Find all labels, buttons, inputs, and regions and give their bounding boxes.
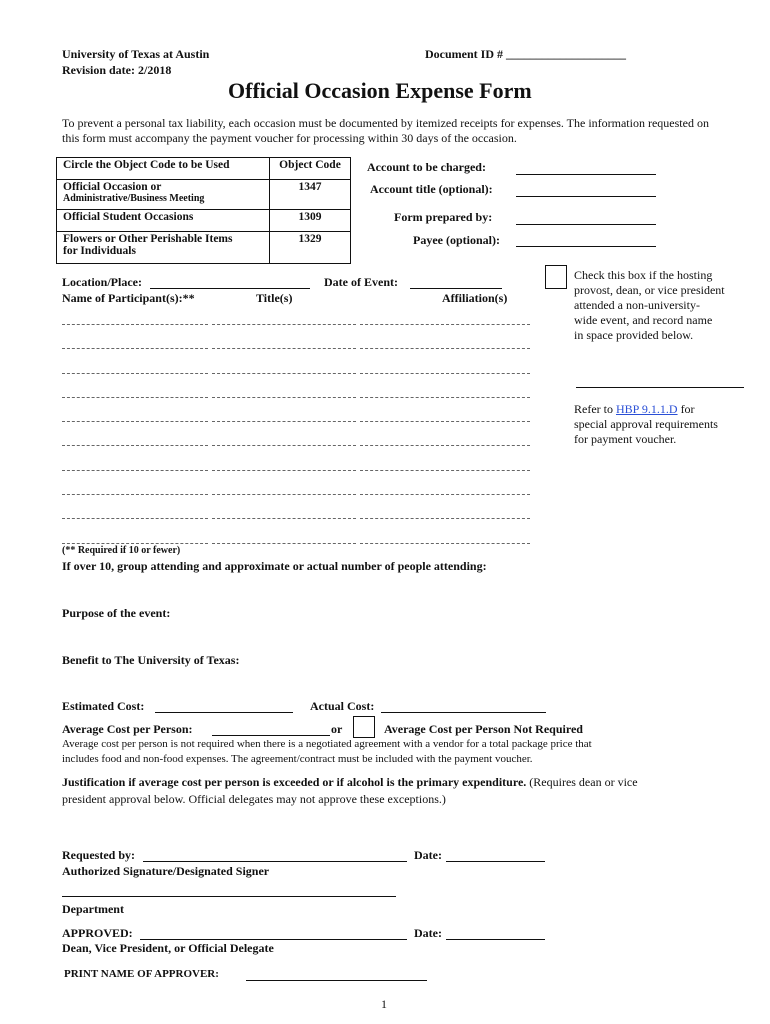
- approved-date-field[interactable]: [446, 939, 545, 940]
- hosting-text-line: wide event, and record name: [574, 313, 713, 327]
- hosting-text: [574, 268, 725, 343]
- department-label: Department: [62, 902, 124, 916]
- hosting-text-line: provost, dean, or vice president: [574, 283, 725, 297]
- revision-date: Revision date: 2/2018: [62, 63, 172, 77]
- approved-date-label: Date:: [414, 926, 442, 940]
- refer-text: [574, 402, 718, 447]
- not-required-label: Average Cost per Person Not Required: [384, 722, 583, 736]
- location-field[interactable]: [150, 288, 310, 289]
- event-date-field[interactable]: [410, 288, 502, 289]
- refer-prefix: Refer to: [574, 402, 616, 416]
- table-row[interactable]: [57, 232, 351, 264]
- authorized-signer-label: Authorized Signature/Designated Signer: [62, 864, 270, 878]
- justification-line: president approval below. Official delegates may not approve these exceptions.): [62, 792, 446, 806]
- actual-cost-label: Actual Cost:: [310, 699, 375, 713]
- location-label: Location/Place:: [62, 275, 142, 289]
- affiliation-header: Affiliation(s): [442, 291, 508, 305]
- account-title-label: Account title (optional):: [370, 182, 493, 196]
- university-name: University of Texas at Austin: [62, 47, 210, 61]
- account-title-field[interactable]: [516, 196, 656, 197]
- table-header-code: Object Code: [270, 158, 351, 180]
- event-date-label: Date of Event:: [324, 275, 398, 289]
- table-row[interactable]: [57, 210, 351, 232]
- titles-header: Title(s): [256, 291, 293, 305]
- purpose-label: Purpose of the event:: [62, 606, 171, 620]
- hosting-text-line: attended a non-university-: [574, 298, 700, 312]
- justification-text: [62, 775, 638, 790]
- row-code: 1329: [270, 232, 351, 264]
- average-cost-label: Average Cost per Person:: [62, 722, 193, 736]
- account-field[interactable]: [516, 174, 656, 175]
- print-name-field[interactable]: [246, 980, 427, 981]
- average-cost-field[interactable]: [212, 735, 330, 736]
- refer-line: special approval requirements: [574, 417, 718, 431]
- requested-by-label: Requested by:: [62, 848, 136, 862]
- justification-rest: (Requires dean or vice: [526, 775, 638, 789]
- account-label: Account to be charged:: [367, 160, 486, 174]
- not-required-checkbox[interactable]: [353, 716, 375, 738]
- requested-date-label: Date:: [414, 848, 442, 862]
- requested-by-field[interactable]: [143, 861, 407, 862]
- row-label: Official Occasion or: [63, 181, 162, 193]
- justification-bold: Justification if average cost per person is exceeded or if alcohol is the primary expenditure.: [62, 775, 527, 789]
- refer-line: for payment voucher.: [574, 432, 677, 446]
- refer-suffix: for: [677, 402, 695, 416]
- requested-date-field[interactable]: [446, 861, 545, 862]
- actual-cost-field[interactable]: [381, 712, 546, 713]
- payee-label: Payee (optional):: [413, 233, 500, 247]
- page-title: Official Occasion Expense Form: [228, 78, 532, 103]
- row-code: 1347: [270, 180, 351, 210]
- row-label: Flowers or Other Perishable Items: [63, 233, 233, 245]
- hosting-checkbox[interactable]: [545, 265, 567, 289]
- benefit-label: Benefit to The University of Texas:: [62, 653, 240, 667]
- row-sublabel: Administrative/Business Meeting: [63, 193, 205, 204]
- hosting-name-field[interactable]: [576, 387, 744, 388]
- estimated-cost-field[interactable]: [155, 712, 293, 713]
- or-text: or: [331, 722, 343, 736]
- dean-label: Dean, Vice President, or Official Delegate: [62, 941, 274, 955]
- table-row[interactable]: [57, 180, 351, 210]
- intro-text: To prevent a personal tax liability, each occasion must be documented by itemized receipts for expenses. The information requested on this form must accompany the payment voucher for processing within 30 days of the occasion.: [62, 116, 709, 145]
- table-header-label: Circle the Object Code to be Used: [57, 158, 270, 180]
- over-10-label: If over 10, group attending and approximate or actual number of people attending:: [62, 559, 487, 573]
- prepared-by-field[interactable]: [516, 224, 656, 225]
- print-name-label: PRINT NAME OF APPROVER:: [64, 968, 219, 980]
- hosting-text-line: in space provided below.: [574, 328, 694, 342]
- approved-field[interactable]: [140, 939, 407, 940]
- page-number: 1: [381, 997, 387, 1011]
- required-note: (** Required if 10 or fewer): [62, 545, 181, 556]
- row-label: Official Student Occasions: [57, 210, 270, 232]
- hosting-text-line: Check this box if the hosting: [574, 268, 713, 282]
- document-id: Document ID # ____________________: [425, 47, 626, 61]
- prepared-by-label: Form prepared by:: [394, 210, 493, 224]
- payee-field[interactable]: [516, 246, 656, 247]
- row-sublabel: for Individuals: [63, 245, 136, 257]
- object-code-table: [56, 157, 351, 264]
- hbp-link[interactable]: HBP 9.1.1.D: [615, 402, 678, 416]
- average-note-line: includes food and non-food expenses. The agreement/contract must be included with the payment voucher.: [62, 753, 533, 765]
- department-field[interactable]: [62, 896, 396, 897]
- row-code: 1309: [270, 210, 351, 232]
- participants-header: Name of Participant(s):**: [62, 291, 195, 305]
- approved-label: APPROVED:: [62, 926, 133, 940]
- average-note-line: Average cost per person is not required when there is a negotiated agreement with a vendor for a total package price that: [62, 738, 592, 750]
- estimated-cost-label: Estimated Cost:: [62, 699, 145, 713]
